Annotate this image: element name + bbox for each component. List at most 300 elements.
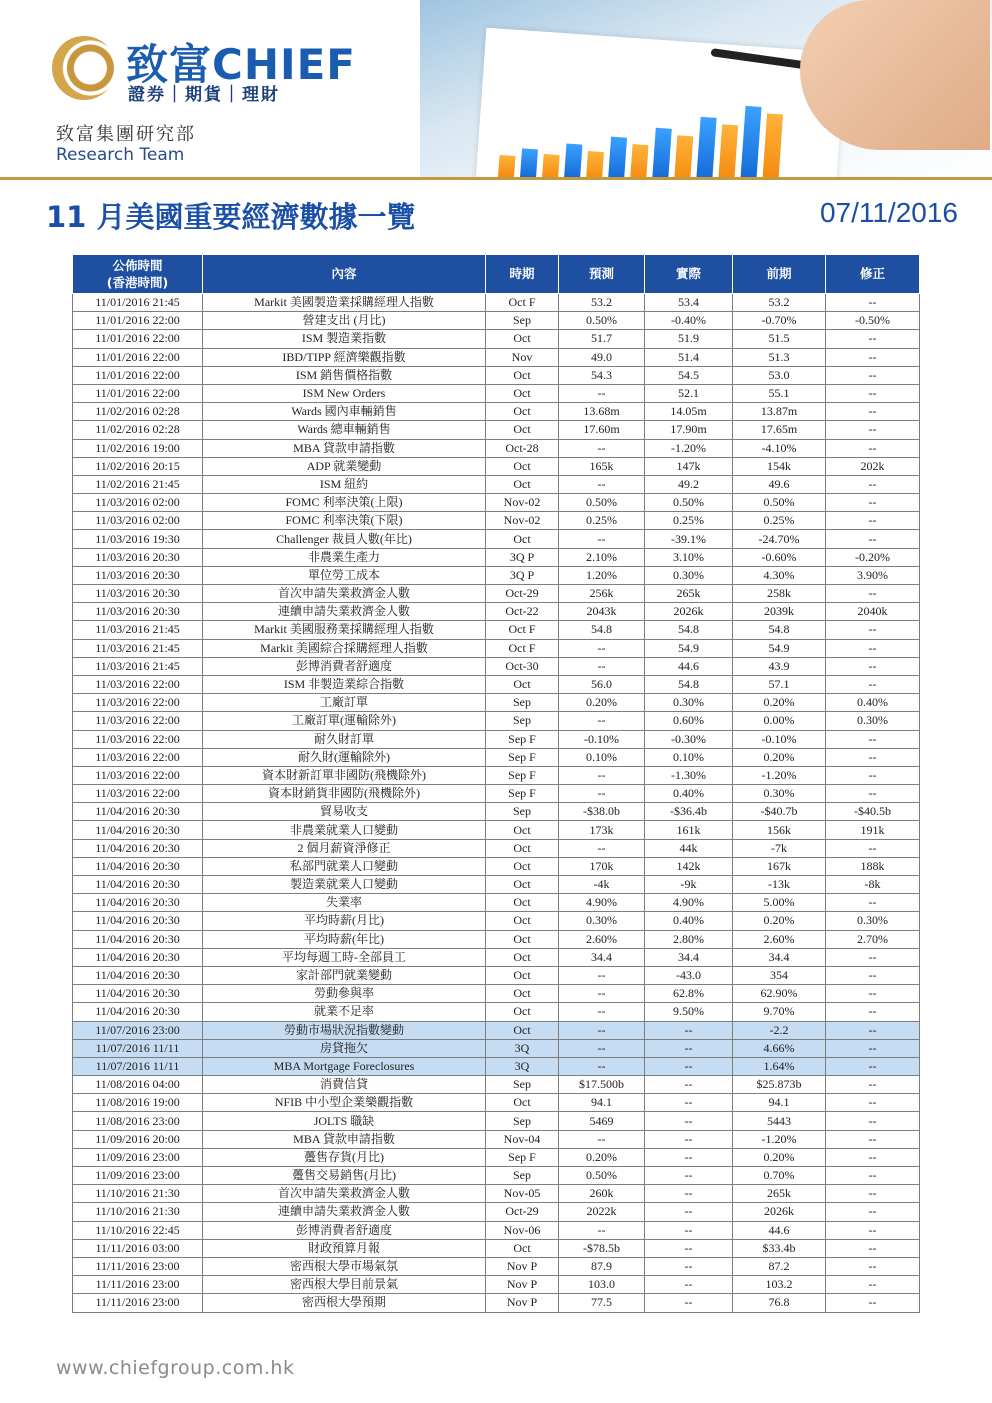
table-row xyxy=(73,530,920,548)
table-row xyxy=(73,384,920,402)
table-body xyxy=(73,294,920,1313)
cell-period: Nov-06 xyxy=(486,1221,559,1239)
cell-time: 11/09/2016 20:00 xyxy=(73,1130,203,1148)
cell-actual: 0.50% xyxy=(645,494,733,512)
cell-prior: -7k xyxy=(733,839,826,857)
table-row xyxy=(73,912,920,930)
table-header-row xyxy=(73,255,920,294)
cell-period: Oct xyxy=(486,930,559,948)
cell-item: 密西根大學市場氣氛 xyxy=(203,1257,486,1275)
table-row xyxy=(73,1112,920,1130)
cell-actual: -- xyxy=(645,1039,733,1057)
cell-forecast: -- xyxy=(559,985,645,1003)
cell-period: Oct F xyxy=(486,294,559,312)
cell-item: 單位勞工成本 xyxy=(203,566,486,584)
cell-item: MBA 貸款申請指數 xyxy=(203,1130,486,1148)
cell-period: Oct-29 xyxy=(486,1203,559,1221)
cell-revised: -- xyxy=(826,748,920,766)
cell-period: Nov-02 xyxy=(486,512,559,530)
cell-time: 11/02/2016 21:45 xyxy=(73,475,203,493)
header-divider xyxy=(0,177,992,180)
table-row xyxy=(73,694,920,712)
cell-time: 11/03/2016 22:00 xyxy=(73,675,203,693)
cell-time: 11/04/2016 20:30 xyxy=(73,912,203,930)
table-row xyxy=(73,1276,920,1294)
cell-item: MBA Mortgage Foreclosures xyxy=(203,1057,486,1075)
cell-forecast: 2.10% xyxy=(559,548,645,566)
cell-period: Oct xyxy=(486,894,559,912)
cell-actual: -- xyxy=(645,1130,733,1148)
cell-revised: -- xyxy=(826,384,920,402)
cell-actual: -- xyxy=(645,1112,733,1130)
cell-actual: 0.40% xyxy=(645,785,733,803)
cell-item: MBA 貸款申請指數 xyxy=(203,439,486,457)
cell-actual: -1.20% xyxy=(645,439,733,457)
cell-revised: -- xyxy=(826,512,920,530)
cell-revised: -- xyxy=(826,1257,920,1275)
cell-time: 11/02/2016 02:28 xyxy=(73,403,203,421)
cell-forecast: -- xyxy=(559,1130,645,1148)
cell-actual: -- xyxy=(645,1221,733,1239)
cell-forecast: -- xyxy=(559,639,645,657)
cell-period: Oct xyxy=(486,475,559,493)
cell-forecast: 4.90% xyxy=(559,894,645,912)
cell-prior: 9.70% xyxy=(733,1003,826,1021)
cell-forecast: 0.30% xyxy=(559,912,645,930)
cell-prior: 0.20% xyxy=(733,1148,826,1166)
cell-prior: 34.4 xyxy=(733,948,826,966)
table-row xyxy=(73,839,920,857)
cell-item: 就業不足率 xyxy=(203,1003,486,1021)
cell-prior: 13.87m xyxy=(733,403,826,421)
cell-time: 11/03/2016 22:00 xyxy=(73,766,203,784)
cell-item: 首次申請失業救濟金人數 xyxy=(203,585,486,603)
cell-forecast: 260k xyxy=(559,1185,645,1203)
cell-revised: -- xyxy=(826,1039,920,1057)
cell-forecast: 77.5 xyxy=(559,1294,645,1312)
cell-period: 3Q xyxy=(486,1057,559,1075)
cell-revised: -- xyxy=(826,621,920,639)
cell-time: 11/04/2016 20:30 xyxy=(73,894,203,912)
cell-actual: 34.4 xyxy=(645,948,733,966)
cell-item: 躉售存貨(月比) xyxy=(203,1148,486,1166)
header-banner xyxy=(0,0,992,178)
table-row xyxy=(73,1239,920,1257)
cell-forecast: -- xyxy=(559,1039,645,1057)
cell-item: 彭博消費者舒適度 xyxy=(203,657,486,675)
cell-actual: 0.30% xyxy=(645,694,733,712)
cell-revised: -- xyxy=(826,1185,920,1203)
cell-forecast: 94.1 xyxy=(559,1094,645,1112)
cell-time: 11/11/2016 03:00 xyxy=(73,1239,203,1257)
cell-actual: 54.9 xyxy=(645,639,733,657)
cell-period: Oct xyxy=(486,403,559,421)
cell-time: 11/04/2016 20:30 xyxy=(73,876,203,894)
cell-period: Oct xyxy=(486,857,559,875)
cell-actual: 49.2 xyxy=(645,475,733,493)
cell-prior: -0.10% xyxy=(733,730,826,748)
table-row xyxy=(73,985,920,1003)
cell-prior: 156k xyxy=(733,821,826,839)
cell-item: FOMC 利率決策(下限) xyxy=(203,512,486,530)
hand-image xyxy=(800,0,990,150)
cell-period: 3Q P xyxy=(486,566,559,584)
table-row xyxy=(73,548,920,566)
cell-period: Sep F xyxy=(486,785,559,803)
cell-item: 連續申請失業救濟金人數 xyxy=(203,1203,486,1221)
cell-prior: -0.70% xyxy=(733,312,826,330)
cell-item: ADP 就業變動 xyxy=(203,457,486,475)
cell-time: 11/07/2016 11/11 xyxy=(73,1039,203,1057)
cell-item: 私部門就業人口變動 xyxy=(203,857,486,875)
cell-period: Nov P xyxy=(486,1294,559,1312)
table-row xyxy=(73,403,920,421)
cell-forecast: 2.60% xyxy=(559,930,645,948)
cell-forecast: 2043k xyxy=(559,603,645,621)
cell-revised: -- xyxy=(826,1167,920,1185)
cell-time: 11/01/2016 22:00 xyxy=(73,348,203,366)
cell-actual: -- xyxy=(645,1021,733,1039)
cell-revised: -- xyxy=(826,1130,920,1148)
col-header-period: 時期 xyxy=(486,255,559,294)
cell-actual: 44k xyxy=(645,839,733,857)
cell-item: ISM New Orders xyxy=(203,384,486,402)
cell-period: Sep xyxy=(486,312,559,330)
footer-url: www.chiefgroup.com.hk xyxy=(56,1357,295,1379)
cell-revised: -- xyxy=(826,585,920,603)
table-row xyxy=(73,675,920,693)
cell-prior: $33.4b xyxy=(733,1239,826,1257)
table-row xyxy=(73,494,920,512)
cell-actual: -1.30% xyxy=(645,766,733,784)
cell-period: Oct xyxy=(486,948,559,966)
cell-time: 11/10/2016 21:30 xyxy=(73,1203,203,1221)
cell-prior: 44.6 xyxy=(733,1221,826,1239)
table-row xyxy=(73,366,920,384)
cell-actual: 3.10% xyxy=(645,548,733,566)
cell-prior: 51.3 xyxy=(733,348,826,366)
report-date: 07/11/2016 xyxy=(819,197,958,228)
cell-revised: 0.40% xyxy=(826,694,920,712)
cell-forecast: 256k xyxy=(559,585,645,603)
cell-prior: 258k xyxy=(733,585,826,603)
cell-actual: -- xyxy=(645,1148,733,1166)
cell-prior: 2.60% xyxy=(733,930,826,948)
table-row xyxy=(73,1294,920,1312)
cell-item: 平均時薪(年比) xyxy=(203,930,486,948)
cell-forecast: $17.500b xyxy=(559,1076,645,1094)
cell-forecast: 165k xyxy=(559,457,645,475)
report-title: 11 月美國重要經濟數據一覽 xyxy=(46,200,416,234)
cell-prior: 5.00% xyxy=(733,894,826,912)
cell-time: 11/01/2016 22:00 xyxy=(73,312,203,330)
cell-item: 房貸拖欠 xyxy=(203,1039,486,1057)
cell-forecast: 0.20% xyxy=(559,694,645,712)
cell-time: 11/09/2016 23:00 xyxy=(73,1148,203,1166)
cell-actual: -43.0 xyxy=(645,966,733,984)
cell-revised: -- xyxy=(826,730,920,748)
table-row xyxy=(73,1094,920,1112)
cell-forecast: -- xyxy=(559,766,645,784)
cell-time: 11/03/2016 21:45 xyxy=(73,639,203,657)
cell-actual: -- xyxy=(645,1185,733,1203)
table-row xyxy=(73,894,920,912)
cell-time: 11/03/2016 19:30 xyxy=(73,530,203,548)
cell-time: 11/04/2016 20:30 xyxy=(73,857,203,875)
cell-forecast: 5469 xyxy=(559,1112,645,1130)
cell-forecast: 1.20% xyxy=(559,566,645,584)
brand-subtitle: 證券｜期貨｜理財 xyxy=(128,85,280,105)
cell-item: ISM 銷售價格指數 xyxy=(203,366,486,384)
cell-revised: -- xyxy=(826,1221,920,1239)
table-row xyxy=(73,657,920,675)
chart-paper-image xyxy=(475,28,846,178)
cell-item: FOMC 利率決策(上限) xyxy=(203,494,486,512)
cell-time: 11/03/2016 22:00 xyxy=(73,785,203,803)
cell-item: ISM 紐約 xyxy=(203,475,486,493)
cell-prior: 55.1 xyxy=(733,384,826,402)
cell-time: 11/03/2016 20:30 xyxy=(73,585,203,603)
cell-period: Oct xyxy=(486,1003,559,1021)
cell-revised: -- xyxy=(826,439,920,457)
cell-actual: -- xyxy=(645,1094,733,1112)
cell-time: 11/03/2016 02:00 xyxy=(73,494,203,512)
cell-forecast: 0.50% xyxy=(559,1167,645,1185)
cell-prior: 2039k xyxy=(733,603,826,621)
cell-forecast: 0.20% xyxy=(559,1148,645,1166)
cell-time: 11/03/2016 02:00 xyxy=(73,512,203,530)
cell-actual: -9k xyxy=(645,876,733,894)
cell-period: Nov-05 xyxy=(486,1185,559,1203)
cell-forecast: 53.2 xyxy=(559,294,645,312)
cell-item: 貿易收支 xyxy=(203,803,486,821)
cell-item: 家計部門就業變動 xyxy=(203,966,486,984)
cell-prior: 2026k xyxy=(733,1203,826,1221)
cell-time: 11/10/2016 22:45 xyxy=(73,1221,203,1239)
cell-item: 財政預算月報 xyxy=(203,1239,486,1257)
table-row xyxy=(73,457,920,475)
cell-time: 11/07/2016 23:00 xyxy=(73,1021,203,1039)
cell-time: 11/01/2016 22:00 xyxy=(73,330,203,348)
cell-actual: -39.1% xyxy=(645,530,733,548)
cell-item: Wards 總車輛銷售 xyxy=(203,421,486,439)
cell-prior: 76.8 xyxy=(733,1294,826,1312)
cell-item: 密西根大學預期 xyxy=(203,1294,486,1312)
cell-forecast: -- xyxy=(559,1021,645,1039)
table-row xyxy=(73,948,920,966)
cell-actual: 51.9 xyxy=(645,330,733,348)
cell-revised: -- xyxy=(826,330,920,348)
cell-revised: 3.90% xyxy=(826,566,920,584)
table-row xyxy=(73,1130,920,1148)
cell-item: 彭博消費者舒適度 xyxy=(203,1221,486,1239)
cell-time: 11/01/2016 21:45 xyxy=(73,294,203,312)
cell-prior: -13k xyxy=(733,876,826,894)
cell-prior: 51.5 xyxy=(733,330,826,348)
cell-period: Sep F xyxy=(486,766,559,784)
cell-period: Oct-28 xyxy=(486,439,559,457)
table-row xyxy=(73,785,920,803)
cell-forecast: 0.10% xyxy=(559,748,645,766)
cell-revised: -- xyxy=(826,657,920,675)
cell-period: Oct xyxy=(486,821,559,839)
header-chart-illustration xyxy=(420,0,992,178)
table-row xyxy=(73,803,920,821)
cell-period: Oct xyxy=(486,876,559,894)
cell-revised: -- xyxy=(826,985,920,1003)
cell-item: 勞動市場狀況指數變動 xyxy=(203,1021,486,1039)
cell-item: 非農業生產力 xyxy=(203,548,486,566)
cell-revised: -- xyxy=(826,894,920,912)
cell-forecast: 13.68m xyxy=(559,403,645,421)
cell-revised: -0.50% xyxy=(826,312,920,330)
cell-time: 11/04/2016 20:30 xyxy=(73,966,203,984)
cell-prior: 94.1 xyxy=(733,1094,826,1112)
cell-time: 11/10/2016 21:30 xyxy=(73,1185,203,1203)
table-row xyxy=(73,512,920,530)
cell-forecast: -- xyxy=(559,1003,645,1021)
cell-forecast: 0.50% xyxy=(559,312,645,330)
cell-time: 11/11/2016 23:00 xyxy=(73,1294,203,1312)
cell-prior: 0.70% xyxy=(733,1167,826,1185)
cell-revised: 2040k xyxy=(826,603,920,621)
cell-prior: 0.50% xyxy=(733,494,826,512)
cell-item: 資本財銷貨非國防(飛機除外) xyxy=(203,785,486,803)
cell-item: Markit 美國綜合採購經理人指數 xyxy=(203,639,486,657)
table-row xyxy=(73,603,920,621)
cell-forecast: -$38.0b xyxy=(559,803,645,821)
cell-forecast: -- xyxy=(559,439,645,457)
cell-actual: 53.4 xyxy=(645,294,733,312)
cell-revised: -- xyxy=(826,1294,920,1312)
cell-time: 11/08/2016 23:00 xyxy=(73,1112,203,1130)
cell-item: Challenger 裁員人數(年比) xyxy=(203,530,486,548)
cell-item: 製造業就業人口變動 xyxy=(203,876,486,894)
cell-prior: 265k xyxy=(733,1185,826,1203)
chief-logo-icon xyxy=(52,36,116,100)
cell-period: Oct xyxy=(486,330,559,348)
cell-prior: -1.20% xyxy=(733,766,826,784)
cell-revised: -- xyxy=(826,639,920,657)
cell-prior: -1.20% xyxy=(733,1130,826,1148)
cell-actual: 44.6 xyxy=(645,657,733,675)
table-row xyxy=(73,294,920,312)
table-row xyxy=(73,1167,920,1185)
cell-forecast: -4k xyxy=(559,876,645,894)
cell-period: Oct xyxy=(486,912,559,930)
cell-period: Oct xyxy=(486,1239,559,1257)
cell-forecast: -- xyxy=(559,712,645,730)
cell-prior: 0.25% xyxy=(733,512,826,530)
cell-time: 11/04/2016 20:30 xyxy=(73,839,203,857)
table-row xyxy=(73,1257,920,1275)
cell-actual: 142k xyxy=(645,857,733,875)
cell-revised: -- xyxy=(826,403,920,421)
cell-forecast: -- xyxy=(559,475,645,493)
cell-time: 11/03/2016 21:45 xyxy=(73,657,203,675)
cell-actual: 4.90% xyxy=(645,894,733,912)
table-row xyxy=(73,966,920,984)
cell-item: 勞動參與率 xyxy=(203,985,486,1003)
table-row xyxy=(73,348,920,366)
table-row xyxy=(73,857,920,875)
table-row xyxy=(73,748,920,766)
cell-prior: 0.00% xyxy=(733,712,826,730)
cell-period: 3Q P xyxy=(486,548,559,566)
cell-item: 資本財新訂單非國防(飛機除外) xyxy=(203,766,486,784)
cell-revised: -- xyxy=(826,1003,920,1021)
cell-period: Sep xyxy=(486,694,559,712)
cell-actual: -- xyxy=(645,1167,733,1185)
cell-actual: 265k xyxy=(645,585,733,603)
cell-revised: -- xyxy=(826,948,920,966)
cell-time: 11/03/2016 20:30 xyxy=(73,603,203,621)
cell-period: Nov-04 xyxy=(486,1130,559,1148)
table-row xyxy=(73,421,920,439)
cell-prior: $25.873b xyxy=(733,1076,826,1094)
table-row xyxy=(73,475,920,493)
cell-forecast: 34.4 xyxy=(559,948,645,966)
cell-forecast: -- xyxy=(559,657,645,675)
cell-prior: 1.64% xyxy=(733,1057,826,1075)
table-row xyxy=(73,712,920,730)
cell-period: Nov P xyxy=(486,1276,559,1294)
table-row xyxy=(73,1203,920,1221)
cell-item: Markit 美國服務業採購經理人指數 xyxy=(203,621,486,639)
cell-prior: 43.9 xyxy=(733,657,826,675)
cell-period: Oct xyxy=(486,675,559,693)
table-row xyxy=(73,439,920,457)
cell-forecast: -- xyxy=(559,839,645,857)
cell-period: Sep xyxy=(486,1167,559,1185)
cell-actual: -- xyxy=(645,1239,733,1257)
cell-actual: 51.4 xyxy=(645,348,733,366)
cell-time: 11/08/2016 04:00 xyxy=(73,1076,203,1094)
cell-forecast: 170k xyxy=(559,857,645,875)
cell-time: 11/03/2016 22:00 xyxy=(73,712,203,730)
cell-prior: -4.10% xyxy=(733,439,826,457)
cell-actual: -- xyxy=(645,1257,733,1275)
cell-item: 首次申請失業救濟金人數 xyxy=(203,1185,486,1203)
cell-prior: 0.20% xyxy=(733,748,826,766)
cell-prior: 57.1 xyxy=(733,675,826,693)
cell-item: NFIB 中小型企業樂觀指數 xyxy=(203,1094,486,1112)
cell-prior: 54.8 xyxy=(733,621,826,639)
cell-time: 11/02/2016 19:00 xyxy=(73,439,203,457)
cell-revised: -- xyxy=(826,1203,920,1221)
cell-forecast: 103.0 xyxy=(559,1276,645,1294)
cell-time: 11/08/2016 19:00 xyxy=(73,1094,203,1112)
cell-revised: -- xyxy=(826,1057,920,1075)
table-row xyxy=(73,766,920,784)
cell-time: 11/04/2016 20:30 xyxy=(73,985,203,1003)
table-row xyxy=(73,566,920,584)
cell-period: Sep xyxy=(486,1076,559,1094)
cell-revised: 0.30% xyxy=(826,712,920,730)
cell-period: Oct xyxy=(486,421,559,439)
cell-revised: -- xyxy=(826,348,920,366)
cell-item: 平均每週工時-全部員工 xyxy=(203,948,486,966)
cell-time: 11/04/2016 20:30 xyxy=(73,948,203,966)
cell-prior: 167k xyxy=(733,857,826,875)
cell-actual: -0.40% xyxy=(645,312,733,330)
cell-revised: -- xyxy=(826,766,920,784)
cell-actual: 0.60% xyxy=(645,712,733,730)
cell-item: 消費信貸 xyxy=(203,1076,486,1094)
cell-time: 11/02/2016 20:15 xyxy=(73,457,203,475)
cell-actual: 0.30% xyxy=(645,566,733,584)
cell-time: 11/04/2016 20:30 xyxy=(73,821,203,839)
